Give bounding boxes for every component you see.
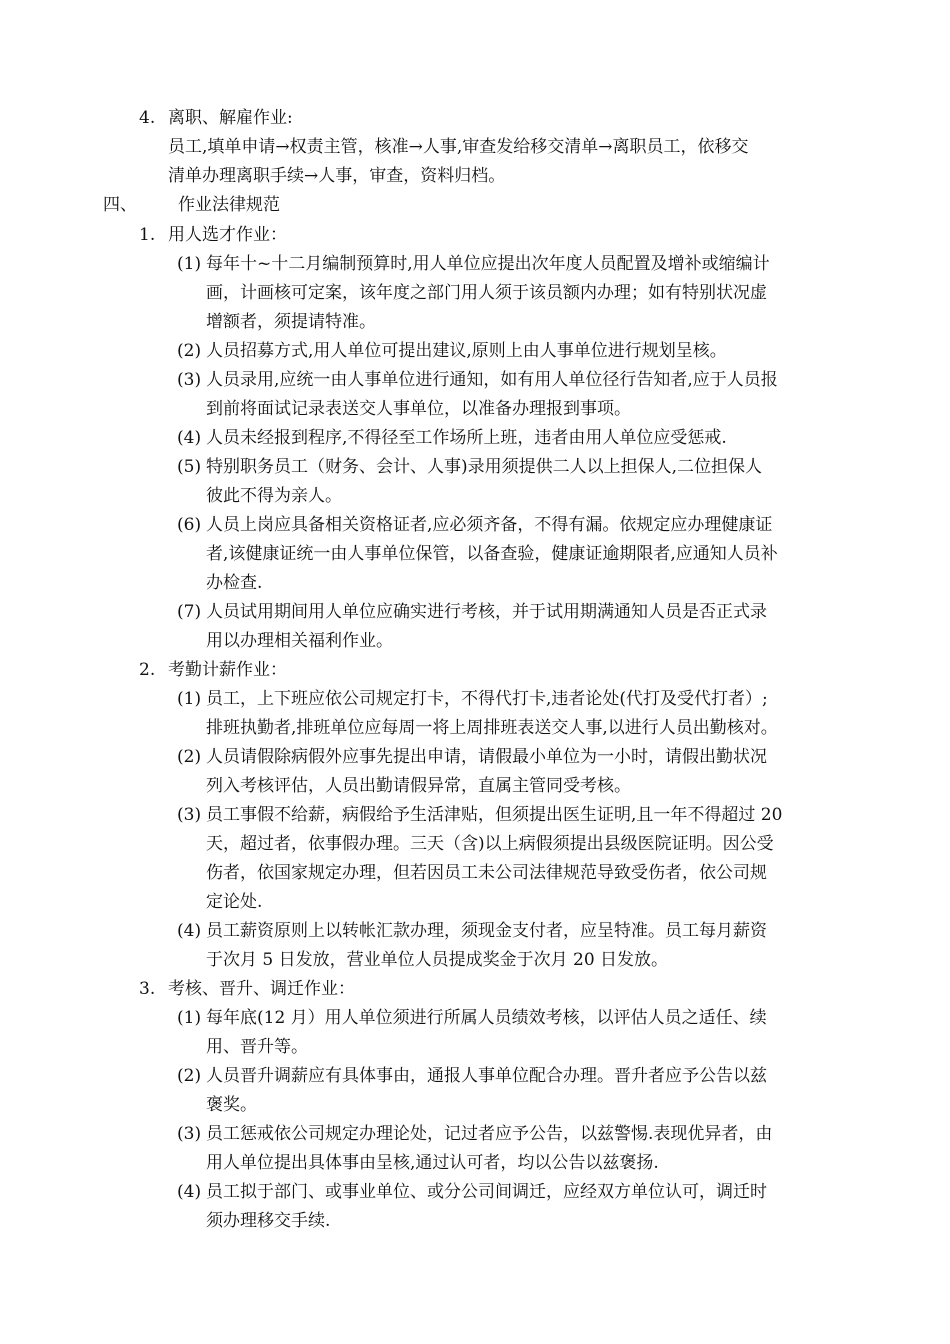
s3-item-1-number: (1) <box>177 1008 202 1028</box>
s2-item-3-line-1: 员工事假不给薪，病假给予生活津贴，但须提出医生证明,且一年不得超过 20 <box>206 805 783 825</box>
s1-item-6-number: (6) <box>177 515 202 535</box>
item-4-line-1: 员工,填单申请→权责主管，核准→人事,审查发给移交清单→离职员工，依移交 <box>168 137 749 157</box>
s2-item-4-number: (4) <box>177 921 202 941</box>
s2-item-1-line-2: 排班执勤者,排班单位应每周一将上周排班表送交人事,以进行人员出勤核对。 <box>206 718 778 738</box>
s2-title: 考勤计薪作业： <box>168 660 287 680</box>
s1-item-2-number: (2) <box>177 341 202 361</box>
s3-number: 3. <box>139 979 156 999</box>
s1-item-4-line-1: 人员未经报到程序,不得径至工作场所上班，违者由用人单位应受惩戒. <box>206 428 727 448</box>
s1-item-7-line-1: 人员试用期间用人单位应确实进行考核，并于试用期满通知人员是否正式录 <box>206 602 767 622</box>
s2-item-3-line-2: 天，超过者，依事假办理。三天（含)以上病假须提出县级医院证明。因公受 <box>206 834 774 854</box>
s1-item-6-line-3: 办检查. <box>206 573 263 593</box>
s2-item-4-line-1: 员工薪资原则上以转帐汇款办理，须现金支付者，应呈特准。员工每月薪资 <box>206 921 767 941</box>
s1-item-3-line-1: 人员录用,应统一由人事单位进行通知，如有用人单位径行告知者,应于人员报 <box>206 370 778 390</box>
item-4-number: 4. <box>139 108 156 128</box>
s1-item-7-line-2: 用以办理相关福利作业。 <box>206 631 393 651</box>
section-4-title: 作业法律规范 <box>178 195 280 215</box>
s1-item-3-line-2: 到前将面试记录表送交人事单位，以准备办理报到事项。 <box>206 399 631 419</box>
s2-item-1-line-1: 员工，上下班应依公司规定打卡，不得代打卡,违者论处(代打及受代打者）; <box>206 689 768 709</box>
item-4-line-2: 清单办理离职手续→人事，审查，资料归档。 <box>168 166 506 186</box>
s1-number: 1. <box>139 225 156 245</box>
s1-item-5-line-2: 彼此不得为亲人。 <box>206 486 342 506</box>
s2-item-3-line-3: 伤者，依国家规定办理，但若因员工未公司法律规范导致受伤者，依公司规 <box>206 863 767 883</box>
s3-item-1-line-1: 每年底(12 月）用人单位须进行所属人员绩效考核，以评估人员之适任、续 <box>206 1008 767 1028</box>
s3-item-2-line-2: 褒奖。 <box>206 1095 257 1115</box>
s3-item-4-line-1: 员工拟于部门、或事业单位、或分公司间调迁，应经双方单位认可，调迁时 <box>206 1182 767 1202</box>
s2-item-3-line-4: 定论处. <box>206 892 263 912</box>
s1-item-7-number: (7) <box>177 602 202 622</box>
s3-item-2-line-1: 人员晋升调薪应有具体事由，通报人事单位配合办理。晋升者应予公告以兹 <box>206 1066 767 1086</box>
s2-item-2-number: (2) <box>177 747 202 767</box>
s2-item-1-number: (1) <box>177 689 202 709</box>
s1-item-6-line-1: 人员上岗应具备相关资格证者,应必须齐备，不得有漏。依规定应办理健康证 <box>206 515 773 535</box>
s2-item-4-line-2: 于次月 5 日发放，营业单位人员提成奖金于次月 20 日发放。 <box>206 950 669 970</box>
s1-title: 用人选才作业： <box>168 225 287 245</box>
s1-item-3-number: (3) <box>177 370 202 390</box>
s1-item-1-number: (1) <box>177 254 202 274</box>
s3-item-3-line-1: 员工惩戒依公司规定办理论处，记过者应予公告，以兹警惕.表现优异者，由 <box>206 1124 773 1144</box>
s1-item-1-line-3: 增额者，须提请特准。 <box>206 312 376 332</box>
s1-item-1-line-2: 画，计画核可定案，该年度之部门用人须于该员额内办理；如有特别状况虚 <box>206 283 767 303</box>
item-4-title: 离职、解雇作业: <box>168 108 293 128</box>
s3-item-3-line-2: 用人单位提出具体事由呈核,通过认可者，均以公告以兹褒扬. <box>206 1153 659 1173</box>
s3-title: 考核、晋升、调迁作业： <box>168 979 355 999</box>
s2-item-3-number: (3) <box>177 805 202 825</box>
s3-item-2-number: (2) <box>177 1066 202 1086</box>
s3-item-3-number: (3) <box>177 1124 202 1144</box>
s1-item-6-line-2: 者,该健康证统一由人事单位保管，以备查验，健康证逾期限者,应通知人员补 <box>206 544 778 564</box>
s3-item-1-line-2: 用、晋升等。 <box>206 1037 308 1057</box>
s3-item-4-line-2: 须办理移交手续. <box>206 1211 331 1231</box>
s3-item-4-number: (4) <box>177 1182 202 1202</box>
s2-number: 2. <box>139 660 156 680</box>
s2-item-2-line-1: 人员请假除病假外应事先提出申请，请假最小单位为一小时，请假出勤状况 <box>206 747 767 767</box>
s1-item-2-line-1: 人员招募方式,用人单位可提出建议,原则上由人事单位进行规划呈核。 <box>206 341 727 361</box>
s1-item-1-line-1: 每年十~十二月编制预算时,用人单位应提出次年度人员配置及增补或缩编计 <box>206 254 770 274</box>
s1-item-4-number: (4) <box>177 428 202 448</box>
s1-item-5-line-1: 特别职务员工（财务、会计、人事)录用须提供二人以上担保人,二位担保人 <box>206 457 763 477</box>
s2-item-2-line-2: 列入考核评估，人员出勤请假异常，直属主管同受考核。 <box>206 776 631 796</box>
section-4-number: 四、 <box>103 195 137 215</box>
s1-item-5-number: (5) <box>177 457 202 477</box>
